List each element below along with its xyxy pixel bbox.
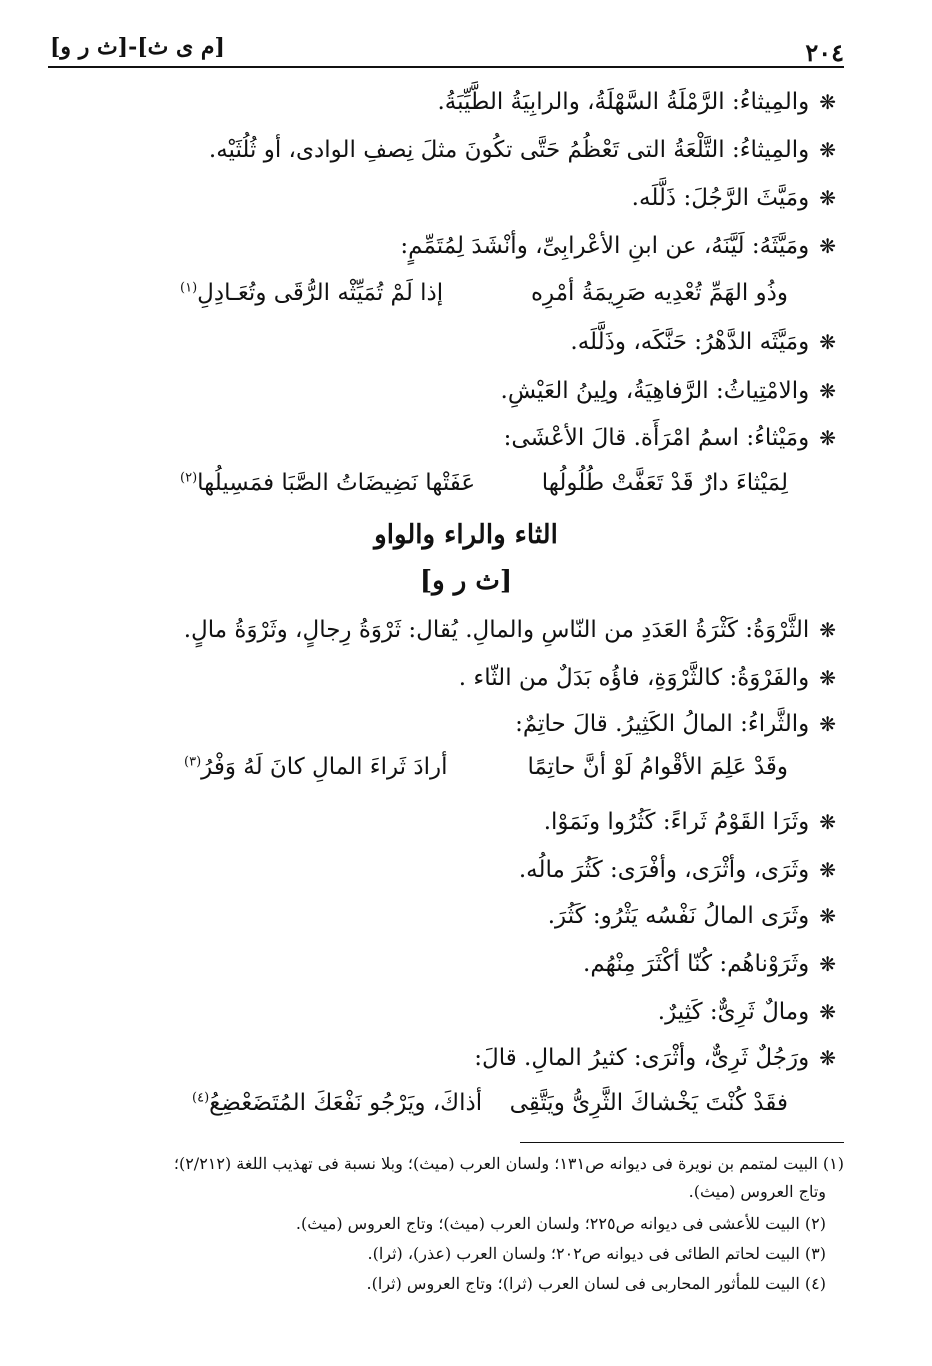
entry: ❋ومالٌ ثَرِىٌّ: كَثِيرٌ.: [50, 996, 836, 1028]
entry: ❋ومَيَّثَهُ: لَيَّنَهُ، عن ابنِ الأعْرابِىِّ، وأنْشَدَ لِمُتَمِّمٍ:: [50, 230, 836, 262]
footnote-ref: (٢): [180, 470, 198, 486]
verse: [50, 1090, 836, 1124]
footnote: (٣) البيت لحاتم الطائى فى ديوانه ص٢٠٢؛ ولسان العرب (عذر)، (ثرا).: [367, 1244, 826, 1263]
entry: ❋ومَيْثاءُ: اسمُ امْرَأَة. قالَ الأعْشَى:: [50, 422, 836, 454]
asterisk-icon: ❋: [819, 379, 836, 403]
footnote-ref: (١): [180, 280, 198, 296]
asterisk-icon: ❋: [819, 904, 836, 928]
entry: ❋والفَرْوَةُ: كالثَّرْوَةِ، فاؤُه بَدَلٌ من الثّاء .: [50, 662, 836, 694]
asterisk-icon: ❋: [819, 90, 836, 114]
asterisk-icon: ❋: [819, 666, 836, 690]
asterisk-icon: ❋: [819, 186, 836, 210]
entry: ❋والمِيثاءُ: الرَّمْلَةُ السَّهْلَةُ، والرابِيَةُ الطَّيِّبَةُ.: [50, 86, 836, 118]
footnote-rule: [520, 1142, 844, 1143]
header-rule: [48, 66, 844, 68]
verse-first-hemistich: وقَدْ عَلِمَ الأقْوامُ لَوْ أنَّ حاتِمًا: [527, 754, 788, 780]
asterisk-icon: ❋: [819, 810, 836, 834]
asterisk-icon: ❋: [819, 426, 836, 450]
entry: ❋ومَيَّثَه الدَّهْرُ: حَنَّكَه، وذَلَّلَه.: [50, 326, 836, 358]
verse: [50, 280, 836, 314]
verse-first-hemistich: لِمَيْثاءَ دارٌ قَدْ تَعَفَّتْ طُلُولُها: [541, 470, 788, 496]
page-number: ٢٠٤: [805, 38, 844, 67]
verse: [50, 470, 836, 504]
verse-second-hemistich: أرادَ ثَراءَ المالِ كانَ لَهُ وَفْرُ$^{(٣)}$: [184, 754, 448, 780]
asterisk-icon: ❋: [819, 952, 836, 976]
root-heading: [ث ر و]: [419, 566, 513, 596]
verse-second-hemistich: عَفَتْها نَضِيضَاتُ الصَّبَا فمَسِيلُها$^{(٢)}$: [180, 470, 476, 496]
entry: ❋وثَرَى المالُ نَفْسُه يَثْرُو: كَثُرَ.: [50, 900, 836, 932]
verse-second-hemistich: إذا لَمْ تُمَيِّثْه الرُّقَى وتُعَـادِلِ$^{(١)}$: [180, 280, 444, 306]
asterisk-icon: ❋: [819, 234, 836, 258]
footnote: (٢) البيت للأعشى فى ديوانه ص٢٢٥؛ ولسان العرب (ميث)؛ وتاج العروس (ميث).: [295, 1214, 826, 1233]
asterisk-icon: ❋: [819, 1000, 836, 1024]
asterisk-icon: ❋: [819, 330, 836, 354]
entry: ❋والثَّراءُ: المالُ الكَثِيرُ. قالَ حاتِمٌ:: [50, 708, 836, 740]
asterisk-icon: ❋: [819, 712, 836, 736]
verse-second-hemistich: أذاكَ، ويَرْجُو نَفْعَكَ المُتَضَعْضِعُ$^{(٤)}$: [192, 1090, 483, 1116]
section-title: الثاء والراء والواو: [374, 520, 558, 550]
asterisk-icon: ❋: [819, 138, 836, 162]
footnote-ref: (٤): [192, 1090, 210, 1106]
entry: ❋ومَيَّثَ الرَّجُلَ: ذَلَّلَه.: [50, 182, 836, 214]
footnote: وتاج العروس (ميث).: [688, 1182, 826, 1201]
asterisk-icon: ❋: [819, 618, 836, 642]
entry: ❋وثَرَوْناهُم: كُنّا أكْثَرَ مِنْهُم.: [50, 948, 836, 980]
asterisk-icon: ❋: [819, 858, 836, 882]
entry: ❋والامْتِياثُ: الرَّفاهِيَةُ، ولِينُ العَيْشِ.: [50, 375, 836, 407]
verse: [50, 754, 836, 788]
entry: ❋والمِيثاءُ: التَّلْعَةُ التى تَعْظُمُ حَتَّى تكُونَ مثلَ نِصفِ الوادى، أو ثُلُثَيْه.: [50, 134, 836, 166]
footnote: (١) البيت لمتمم بن نويرة فى ديوانه ص١٣١؛ ولسان العرب (ميث)؛ وبلا نسبة فى تهذيب اللغة (٢/٢١٢)؛: [173, 1154, 844, 1173]
root-range-label: [م ى ث]-[ث ر و]: [50, 34, 225, 60]
entry: ❋ورَجُلٌ ثَرِىٌّ، وأثْرَى: كثيرُ المالِ. قالَ:: [50, 1042, 836, 1074]
footnote-ref: (٣): [184, 754, 202, 770]
entry: ❋وثَرَا القَوْمُ ثَراءً: كَثُرُوا ونَمَوْا.: [50, 806, 836, 838]
entry: ❋وثَرَى، وأثْرَى، وأفْرَى: كَثُرَ مالُه.: [50, 854, 836, 886]
verse-first-hemistich: وذُو الهَمِّ تُعْدِيه صَرِيمَةُ أمْرِه: [530, 280, 788, 306]
footnote: (٤) البيت للمأثور المحاربى فى لسان العرب (ثرا)؛ وتاج العروس (ثرا).: [366, 1274, 826, 1293]
asterisk-icon: ❋: [819, 1046, 836, 1070]
entry: ❋الثَّرْوَةُ: كَثْرَةُ العَدَدِ من النّاسِ والمالِ. يُقال: ثَرْوَةُ رِجالٍ، وثَرْوَةُ مالٍ.: [50, 614, 836, 646]
verse-first-hemistich: فقَدْ كُنْتَ يَخْشاكَ الثَّرِىُّ ويَتَّقِى: [509, 1090, 788, 1116]
